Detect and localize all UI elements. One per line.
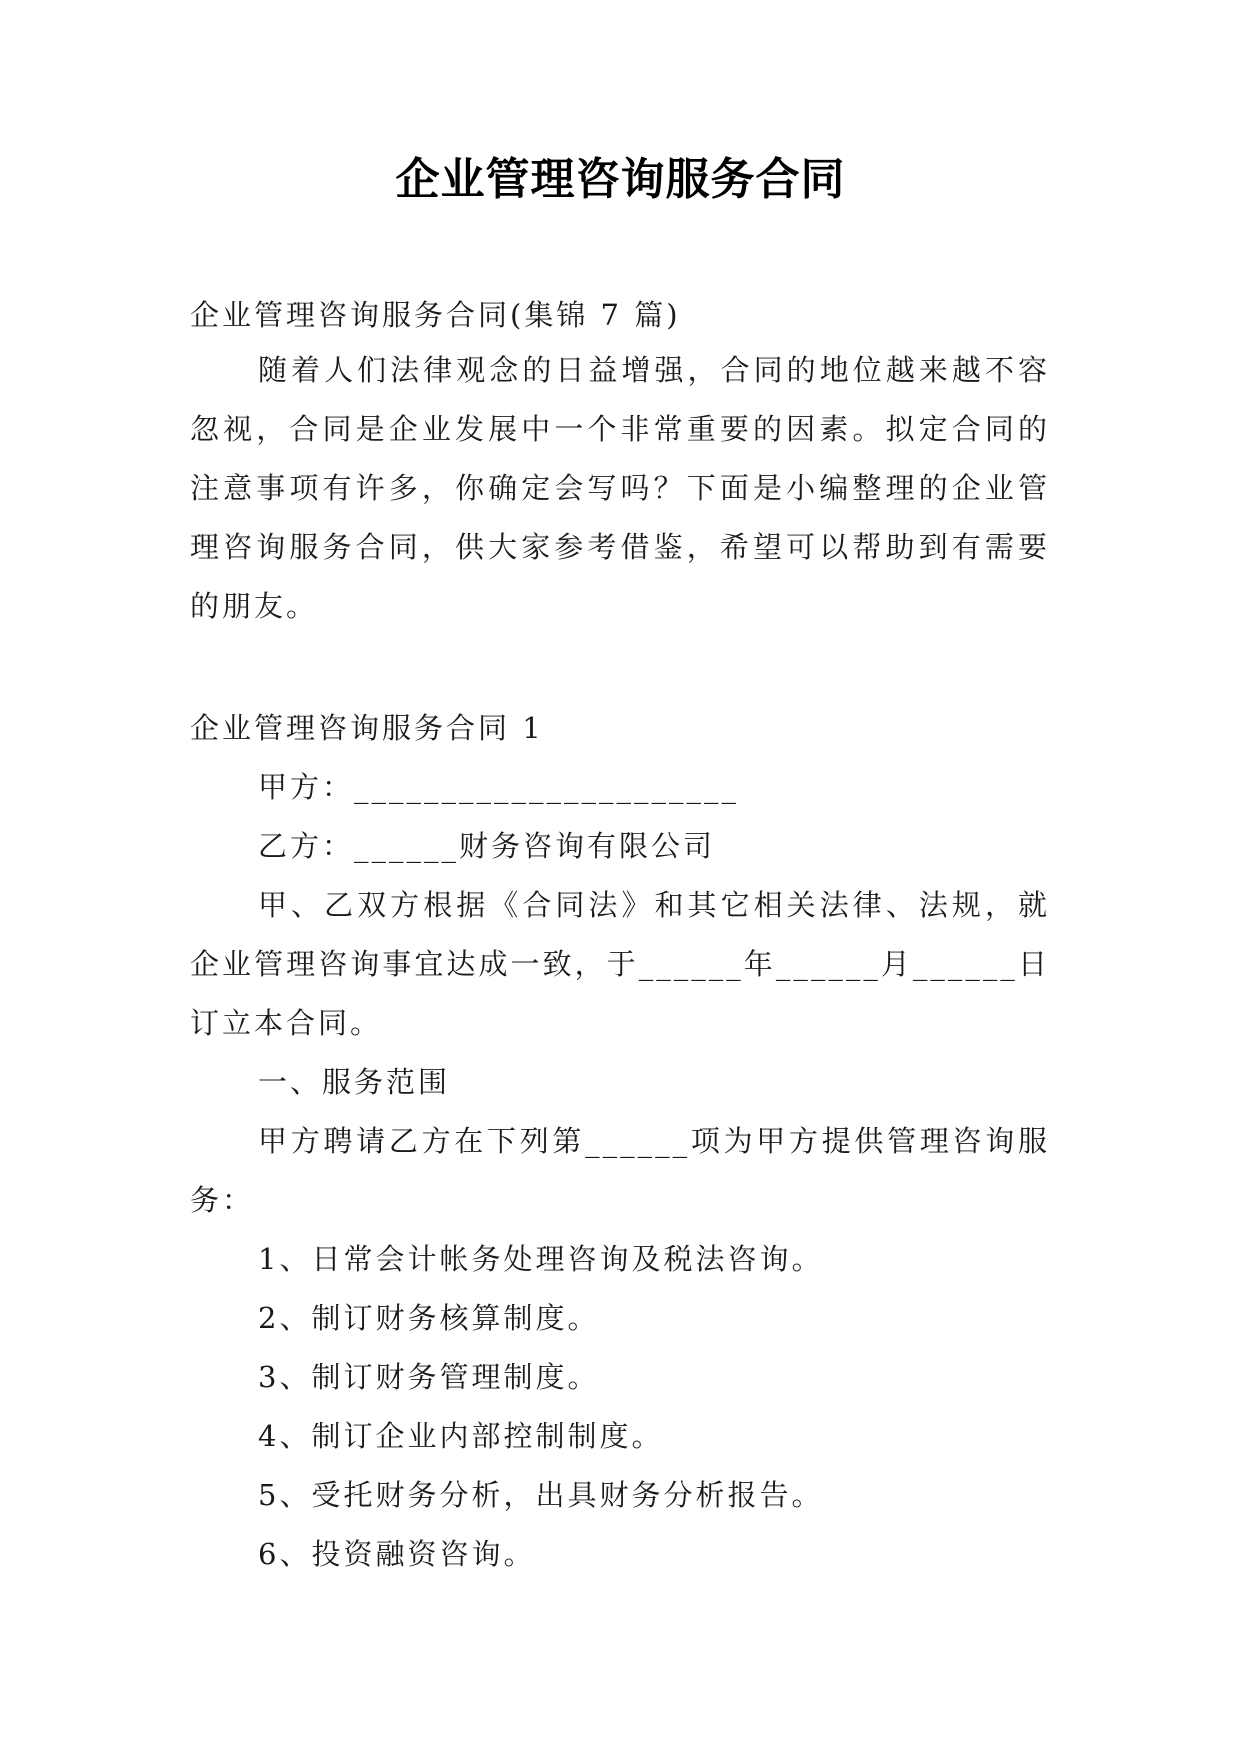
document-subtitle: 企业管理咨询服务合同(集锦 7 篇) [190, 298, 681, 332]
document-title: 企业管理咨询服务合同 [395, 154, 846, 205]
party-a-line: 甲方：______________________ [258, 770, 740, 804]
section-heading: 一、服务范围 [258, 1065, 451, 1099]
contract-section [190, 699, 1050, 1584]
section-intro-paragraph: 甲方聘请乙方在下列第______项为甲方提供管理咨询服务： [190, 1124, 1050, 1217]
list-item: 2、制订财务核算制度。 [258, 1301, 600, 1335]
intro-paragraph: 随着人们法律观念的日益增强，合同的地位越来越不容忽视，合同是企业发展中一个非常重要的因素。拟定合同的注意事项有许多，你确定会写吗？下面是小编整理的企业管理咨询服务合同，供大家参考借鉴，希望可以帮助到有需要的朋友。 [190, 353, 1050, 623]
contract-heading: 企业管理咨询服务合同 1 [190, 711, 544, 745]
list-item: 5、受托财务分析，出具财务分析报告。 [258, 1478, 824, 1512]
list-item: 4、制订企业内部控制制度。 [258, 1419, 664, 1453]
list-item: 6、投资融资咨询。 [258, 1537, 536, 1571]
list-item: 3、制订财务管理制度。 [258, 1360, 600, 1394]
list-item: 1、日常会计帐务处理咨询及税法咨询。 [258, 1242, 824, 1276]
party-b-line: 乙方：______财务咨询有限公司 [258, 829, 716, 863]
preamble-paragraph: 甲、乙双方根据《合同法》和其它相关法律、法规，就企业管理咨询事宜达成一致，于______年______月______日订立本合同。 [190, 888, 1050, 1040]
